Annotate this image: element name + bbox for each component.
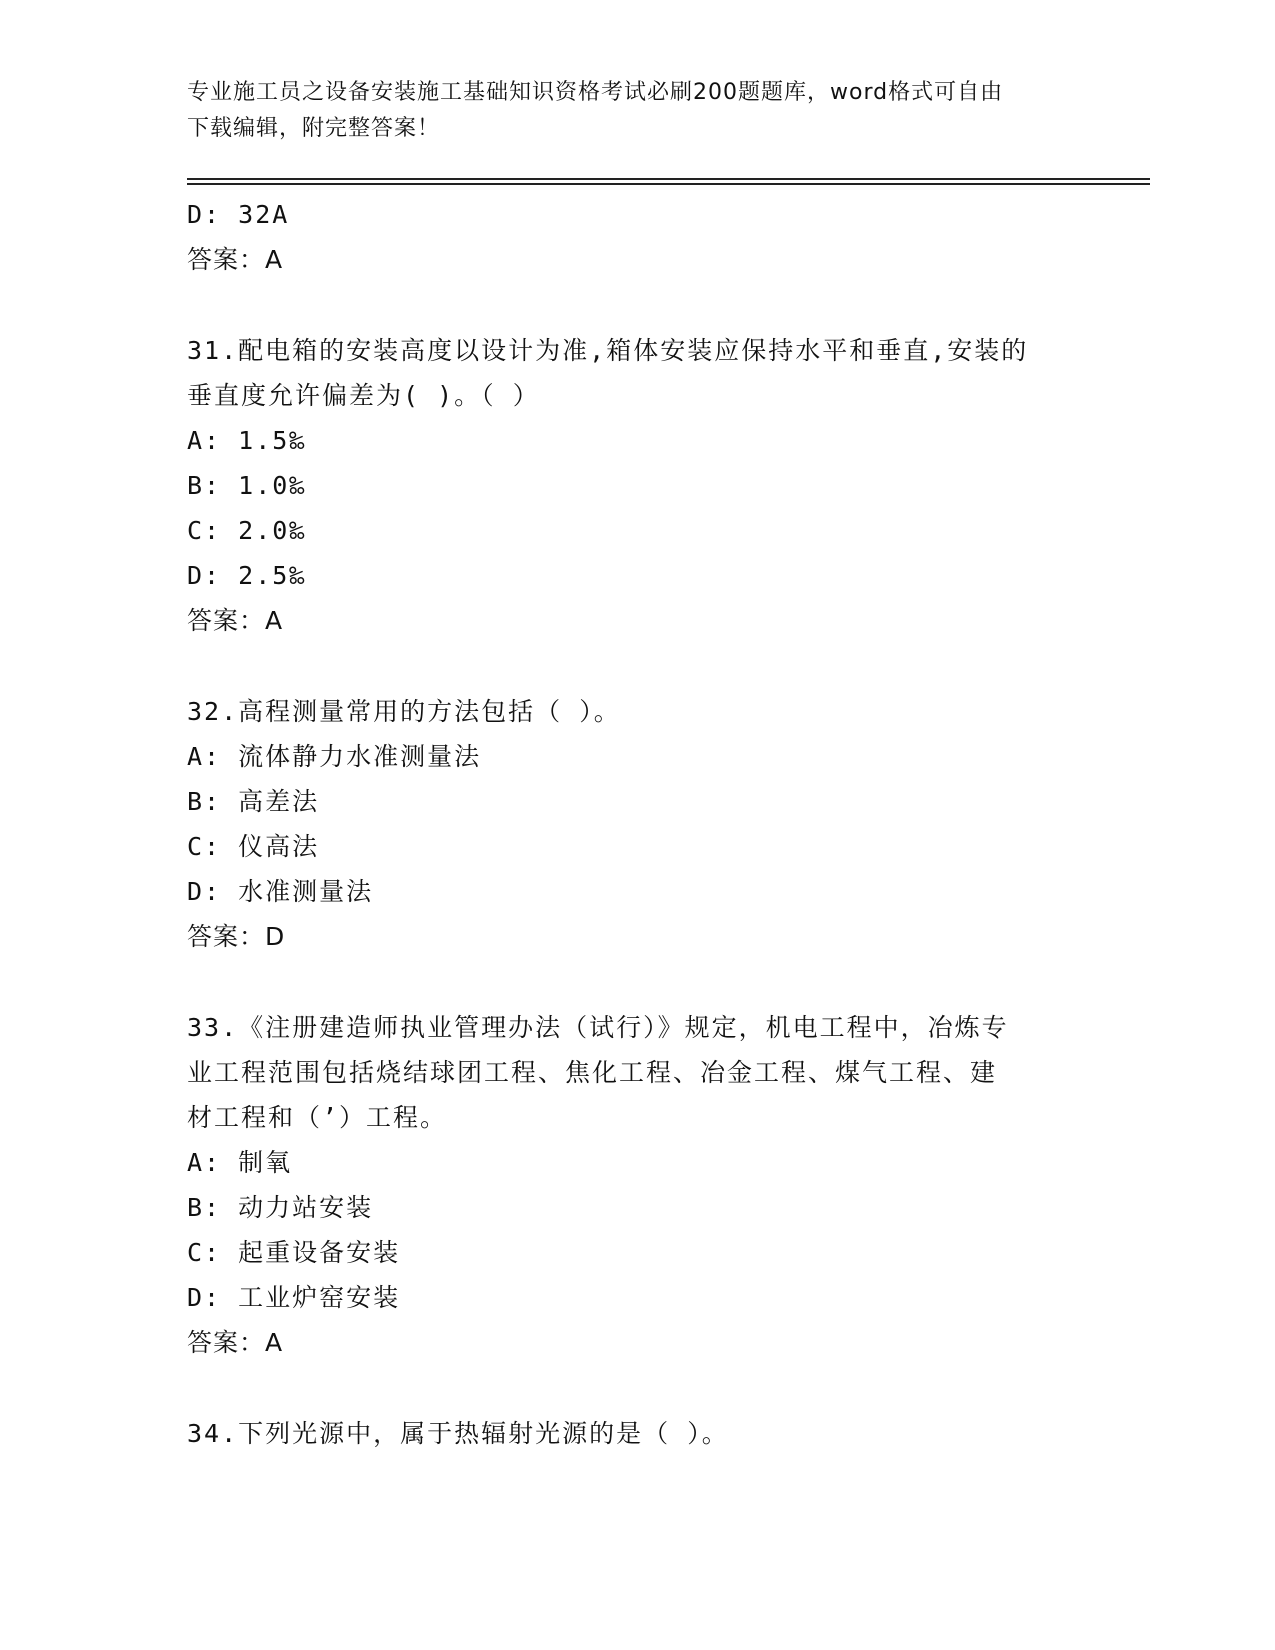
option-a: A: 制氧 (187, 1148, 293, 1177)
header-line-1: 专业施工员之设备安装施工基础知识资格考试必刷200题题库，word格式可自由 (187, 80, 1004, 105)
question-stem-line: 32.高程测量常用的方法包括（ ）。 (187, 697, 621, 726)
header-divider-top (187, 178, 1150, 180)
question-gap (187, 282, 1087, 328)
answer-line: 答案：D (187, 922, 286, 951)
question-stem-line: 33.《注册建造师执业管理办法（试行）》规定，机电工程中，冶炼专 (187, 1013, 1009, 1042)
question-stem-line: 垂直度允许偏差为( )。（ ） (187, 381, 540, 410)
option-b: B: 1.0‰ (187, 471, 307, 500)
document-header (187, 75, 1087, 147)
option-b: B: 高差法 (187, 787, 320, 816)
option-c: C: 起重设备安装 (187, 1238, 401, 1267)
option-d: D: 工业炉窑安装 (187, 1283, 401, 1312)
answer-line: 答案：A (187, 606, 284, 635)
answer-line: 答案：A (187, 245, 284, 274)
question-34 (187, 1411, 1087, 1456)
question-gap (187, 643, 1087, 689)
header-divider-bottom (187, 183, 1150, 185)
question-32 (187, 689, 1087, 959)
option-d: D: 2.5‰ (187, 561, 307, 590)
question-gap (187, 1365, 1087, 1411)
question-stem-line: 34.下列光源中，属于热辐射光源的是（ ）。 (187, 1419, 729, 1448)
header-line-2: 下载编辑，附完整答案！ (187, 116, 441, 141)
option-c: C: 2.0‰ (187, 516, 307, 545)
option-a: A: 流体静力水准测量法 (187, 742, 482, 771)
option-a: A: 1.5‰ (187, 426, 307, 455)
option-d: D: 水准测量法 (187, 877, 374, 906)
question-31 (187, 328, 1087, 643)
question-33 (187, 1005, 1087, 1365)
option-b: B: 动力站安装 (187, 1193, 374, 1222)
answer-line: 答案：A (187, 1328, 284, 1357)
question-gap (187, 959, 1087, 1005)
option-c: C: 仪高法 (187, 832, 320, 861)
question-stem-line: 31.配电箱的安装高度以设计为准,箱体安装应保持水平和垂直,安装的 (187, 336, 1029, 365)
option-d: D: 32A (187, 200, 290, 229)
question-stem-line: 材工程和（’）工程。 (187, 1103, 448, 1132)
previous-question-tail (187, 192, 1087, 282)
question-stem-line: 业工程范围包括烧结球团工程、焦化工程、冶金工程、煤气工程、建 (187, 1058, 998, 1087)
question-list (187, 192, 1087, 1456)
